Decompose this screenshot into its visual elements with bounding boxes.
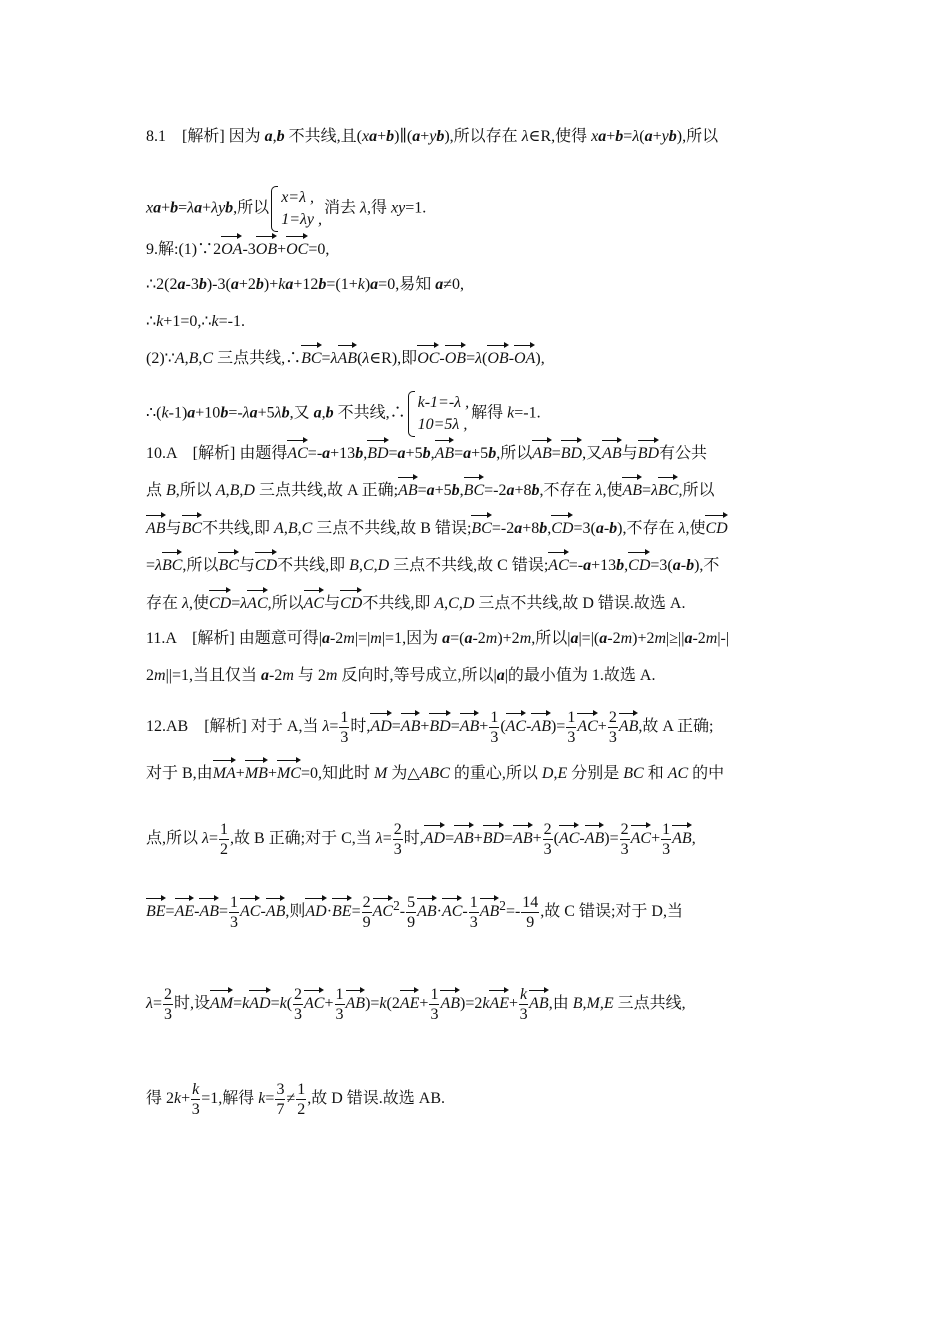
equation-system: x=λ , 1=λy , [271,186,322,232]
equation-system-2: k-1=-λ , 10=5λ , [408,391,469,437]
answer-9-line-5: ∴(k-1)a+10b=-λa+5λb,又 a,b 不共线,∴ k-1=-λ , 10=5λ , 解得 k=-1. [146,391,820,437]
answer-9-line-4: (2)∵A,B,C 三点共线,∴BC=λAB(λ∈R),即OC-OB=λ(OB-OA), [146,345,820,371]
answer-10-line-4: =λBC,所以BC与CD不共线,即 B,C,D 三点不共线,故 C 错误;AC=-a+13b,CD=3(a-b),不 [146,552,820,578]
answer-10-line-2: 点 B,所以 A,B,D 三点共线,故 A 正确;AB=a+5b,BC=-2a+8b,不存在 λ,使AB=λBC,所以 [146,477,820,503]
answer-12-line-5: λ= $\frac{2}{3}$ 时,设AM=kAD=k( $\frac{2}{3}$ AC+ $\frac{1}{3}$ AB)=k(2AE+ $\frac{1}{3}$ AB)=2kAE+ $\frac{k}{3}$ AB,由 B,M,E 三点共线, [146,986,686,1023]
answer-12-line-1: 12.AB [解析] 对于 A,当 λ= $\frac{1}{3}$ 时,AD=AB+BD=AB+ $\frac{1}{3}$ (AC-AB)= $\frac{1}{3}$ AC+ $\frac{2}{3}$ AB,故 A 正确; [146,709,714,746]
answer-10-line-3: AB与BC不共线,即 A,B,C 三点不共线,故 B 错误;BC=-2a+8b,CD=3(a-b),不存在 λ,使CD [146,515,820,541]
answer-9-line-1: 9.解:(1)∵2OA-3OB+OC=0, [146,236,820,262]
answer-8-line-2: xa+b=λa+λyb,所以 x=λ , 1=λy , 消去 λ,得 xy=1. [146,186,820,232]
answer-11-line-1: 11.A [解析] 由题意可得|a-2m|=|m|=1,因为 a=(a-2m)+2m,所以|a|=|(a-2m)+2m|≥||a-2m|-| [146,630,730,647]
answer-8-line-1: 8.1 [解析] 因为 a,b 不共线,且(xa+b)∥(a+yb),所以存在 λ∈R,使得 xa+b=λ(a+yb),所以 [146,128,719,145]
answer-11-line-2: 2m||=1,当且仅当 a-2m 与 2m 反向时,等号成立,所以|a|的最小值为 1.故选 A. [146,667,656,684]
answer-9-line-2: ∴2(2a-3b)-3(a+2b)+ka+12b=(1+k)a=0,易知 a≠0, [146,276,464,293]
answer-9-line-3: ∴k+1=0,∴k=-1. [146,313,245,330]
answer-12-line-4: BE=AE-AB= $\frac{1}{3}$ AC-AB,则AD·BE= $\frac{2}{9}$ $AC^2-$ $\frac{5}{9}$ AB·AC- $\frac{1}{3}$ $AB^2=-$ $\frac{14}{9}$ ,故 C 错误;对于 D,当 [146,894,683,931]
answer-12-line-3: 点,所以 λ= $\frac{1}{2}$ ,故 B 正确;对于 C,当 λ= $\frac{2}{3}$ 时,AD=AB+BD=AB+ $\frac{2}{3}$ (AC-AB)= $\frac{2}{3}$ AC+ $\frac{1}{3}$ AB, [146,821,696,858]
answer-12-line-2: 对于 B,由MA+MB+MC=0,知此时 M 为△ABC 的重心,所以 D,E 分别是 BC 和 AC 的中 [146,760,820,786]
answer-10-line-1: 10.A [解析] 由题得AC=-a+13b,BD=a+5b,AB=a+5b,所以AB=BD,又AB与BD有公共 [146,440,820,466]
answer-10-line-5: 存在 λ,使CD=λAC,所以AC与CD不共线,即 A,C,D 三点不共线,故 D 错误.故选 A. [146,590,820,616]
answer-12-line-6: 得 2k+ $\frac{k}{3}$ =1,解得 k= $\frac{3}{7}$ ≠ $\frac{1}{2}$ ,故 D 错误.故选 AB. [146,1081,446,1118]
